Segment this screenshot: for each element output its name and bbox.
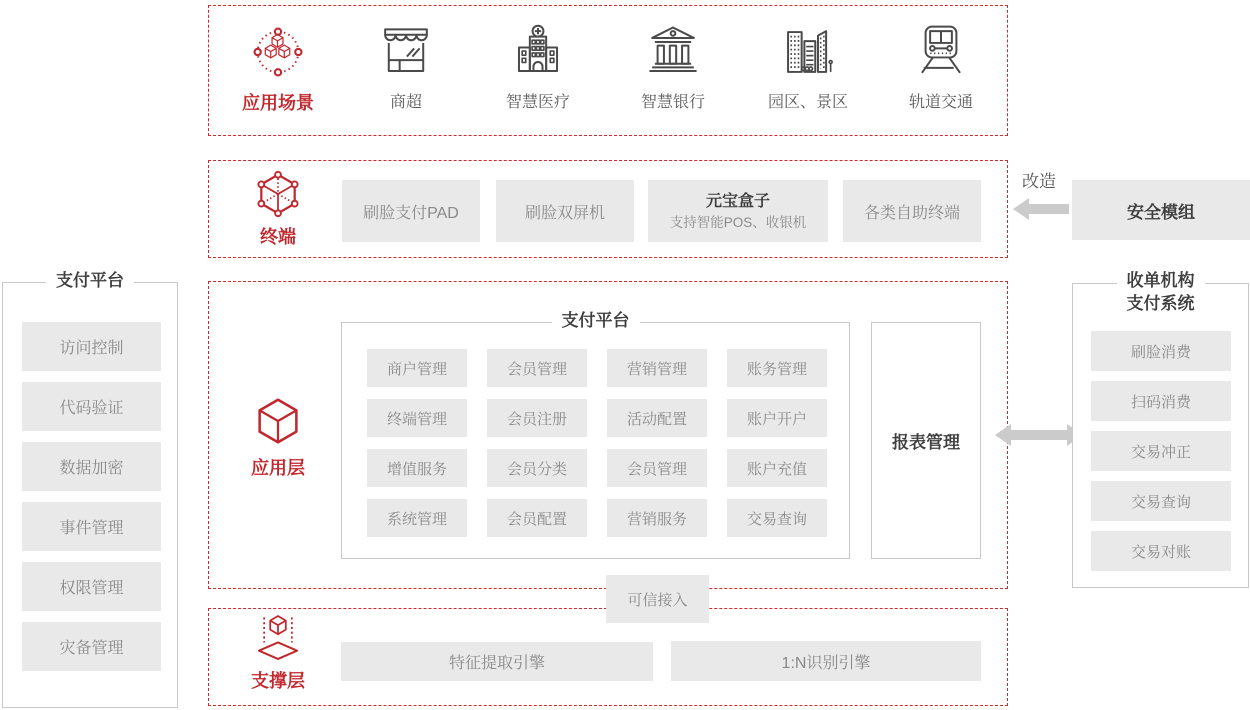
retrofit-arrow-icon [1013, 196, 1069, 222]
grid-cell: 会员管理 [487, 349, 587, 387]
hospital-icon [473, 20, 603, 84]
retrofit-label: 改造 [1022, 172, 1056, 191]
yuanbao-title: 元宝盒子 [705, 192, 770, 210]
app-layer-title: 应用层 [251, 458, 305, 478]
acquirer-item: 扫码消费 [1091, 381, 1231, 421]
terminal-panel [208, 160, 1008, 258]
scene-app-scenarios [213, 20, 343, 115]
acquirer-item: 刷脸消费 [1091, 331, 1231, 371]
scene-label: 轨道交通 [908, 94, 973, 111]
left-panel-item: 访问控制 [22, 322, 161, 371]
terminal-box-dualscreen: 刷脸双屏机 [496, 180, 634, 242]
app-layer-icon [249, 392, 307, 450]
inner-panel-title: 支付平台 [552, 310, 640, 333]
acquirer-panel [1072, 271, 1249, 588]
feature-extraction-engine-box: 特征提取引擎 [341, 642, 653, 681]
security-module-box: 安全模组 [1072, 180, 1250, 240]
scene-campus [743, 20, 873, 112]
grid-cell: 商户管理 [367, 349, 467, 387]
acquirer-item: 交易冲正 [1091, 431, 1231, 471]
acquirer-item: 交易查询 [1091, 481, 1231, 521]
support-layer-title: 支撑层 [251, 671, 305, 691]
store-icon [341, 20, 471, 84]
support-layer-label-group [213, 613, 343, 693]
scene-rail [876, 20, 1006, 112]
recognition-engine-box: 1:N识别引擎 [671, 641, 981, 681]
grid-cell: 会员管理 [607, 449, 707, 487]
trusted-access-box: 可信接入 [606, 575, 709, 623]
terminal-box-pad: 刷脸支付PAD [342, 180, 480, 242]
grid-cell: 账务管理 [727, 349, 827, 387]
app-scenarios-icon [213, 20, 343, 84]
left-payment-platform-panel [2, 271, 178, 708]
grid-cell: 会员注册 [487, 399, 587, 437]
app-layer-panel [208, 281, 1008, 589]
left-panel-item: 事件管理 [22, 502, 161, 551]
terminal-title: 终端 [260, 227, 296, 247]
support-layer-icon [252, 613, 304, 665]
grid-cell: 交易查询 [727, 499, 827, 537]
grid-cell: 活动配置 [607, 399, 707, 437]
scene-label: 智慧银行 [640, 94, 705, 111]
terminal-box-yuanbao [648, 180, 828, 242]
acquirer-title-line2: 支付系统 [1126, 293, 1195, 313]
grid-cell: 增值服务 [367, 449, 467, 487]
scene-supermarket [341, 20, 471, 112]
grid-cell: 会员分类 [487, 449, 587, 487]
app-layer-label-group [213, 392, 343, 480]
inner-payment-platform-panel [341, 311, 850, 559]
grid-cell: 终端管理 [367, 399, 467, 437]
left-panel-item: 数据加密 [22, 442, 161, 491]
grid-cell: 会员配置 [487, 499, 587, 537]
grid-cell: 账户开户 [727, 399, 827, 437]
bank-icon [608, 20, 738, 84]
acquirer-title-line1: 收单机构 [1126, 271, 1195, 290]
grid-cell: 营销管理 [607, 349, 707, 387]
left-panel-item: 权限管理 [22, 562, 161, 611]
scene-bank [608, 20, 738, 112]
train-icon [876, 20, 1006, 84]
campus-icon [743, 20, 873, 84]
scenes-title: 应用场景 [242, 93, 314, 113]
scene-healthcare [473, 20, 603, 112]
scene-label: 商超 [389, 94, 422, 111]
double-arrow-icon [995, 420, 1083, 450]
terminal-box-selfservice: 各类自助终端 [843, 180, 981, 242]
left-panel-item: 灾备管理 [22, 622, 161, 671]
grid-cell: 系统管理 [367, 499, 467, 537]
grid-cell: 账户充值 [727, 449, 827, 487]
acquirer-item: 交易对账 [1091, 531, 1231, 571]
yuanbao-subtitle: 支持智能POS、收银机 [669, 214, 807, 230]
grid-cell: 营销服务 [607, 499, 707, 537]
report-management-box: 报表管理 [871, 322, 981, 559]
left-panel-title: 支付平台 [46, 270, 134, 293]
terminal-layer [213, 167, 343, 249]
scene-label: 园区、景区 [767, 94, 848, 111]
left-panel-item: 代码验证 [22, 382, 161, 431]
scenes-panel [208, 5, 1008, 136]
scene-label: 智慧医疗 [505, 94, 570, 111]
